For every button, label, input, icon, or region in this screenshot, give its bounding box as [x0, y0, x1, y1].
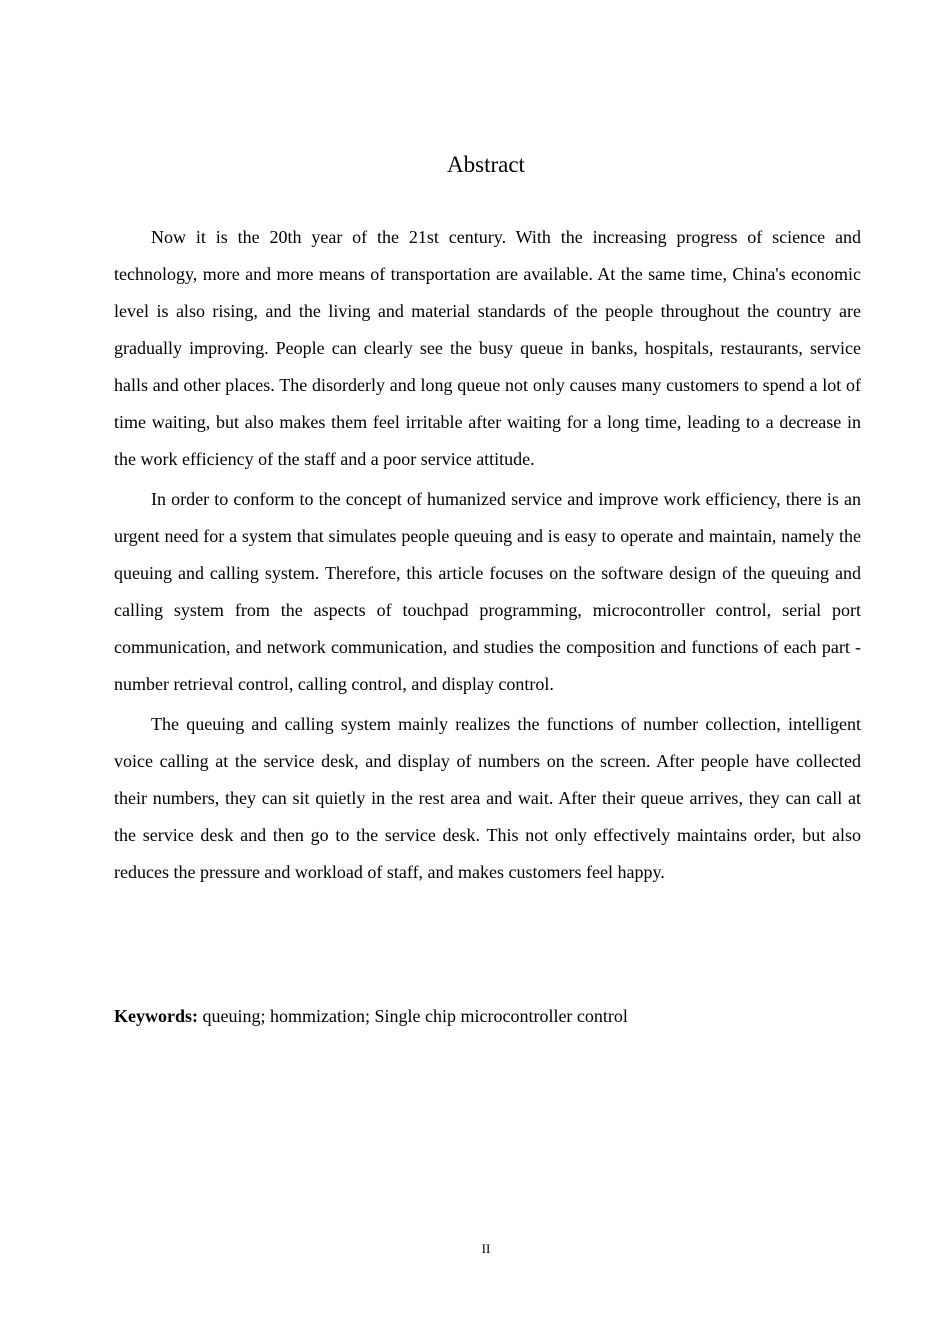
abstract-paragraph-1: Now it is the 20th year of the 21st century. With the increasing progress of science and technology, more and more means of transportation are available. At the same time, China's economic level is also rising, and the living and material standards of the people throughout the country are gradually improving. People can clearly see the busy queue in banks, hospitals, restaurants, service halls and other places. The disorderly and long queue not only causes many customers to spend a lot of time waiting, but also makes them feel irritable after waiting for a long time, leading to a decrease in the work efficiency of the staff and a poor service attitude.	[114, 227, 861, 469]
keywords-label: Keywords:	[114, 1006, 198, 1026]
keywords-line	[114, 1002, 861, 1030]
abstract-paragraph-3: The queuing and calling system mainly realizes the functions of number collection, intelligent voice calling at the service desk, and display of numbers on the screen. After people have collected their numbers, they can sit quietly in the rest area and wait. After their queue arrives, they can call at the service desk and then go to the service desk. This not only effectively maintains order, but also reduces the pressure and workload of staff, and makes customers feel happy.	[114, 714, 861, 882]
keywords-value: queuing; hommization; Single chip microcontroller control	[198, 1006, 628, 1026]
abstract-paragraph-2: In order to conform to the concept of humanized service and improve work efficiency, there is an urgent need for a system that simulates people queuing and is easy to operate and maintain, namely the queuing and calling system. Therefore, this article focuses on the software design of the queuing and calling system from the aspects of touchpad programming, microcontroller control, serial port communication, and network communication, and studies the composition and functions of each part - number retrieval control, calling control, and display control.	[114, 489, 861, 694]
abstract-title: Abstract	[447, 152, 525, 177]
abstract-body	[114, 219, 861, 894]
page-number: II	[481, 1241, 491, 1256]
